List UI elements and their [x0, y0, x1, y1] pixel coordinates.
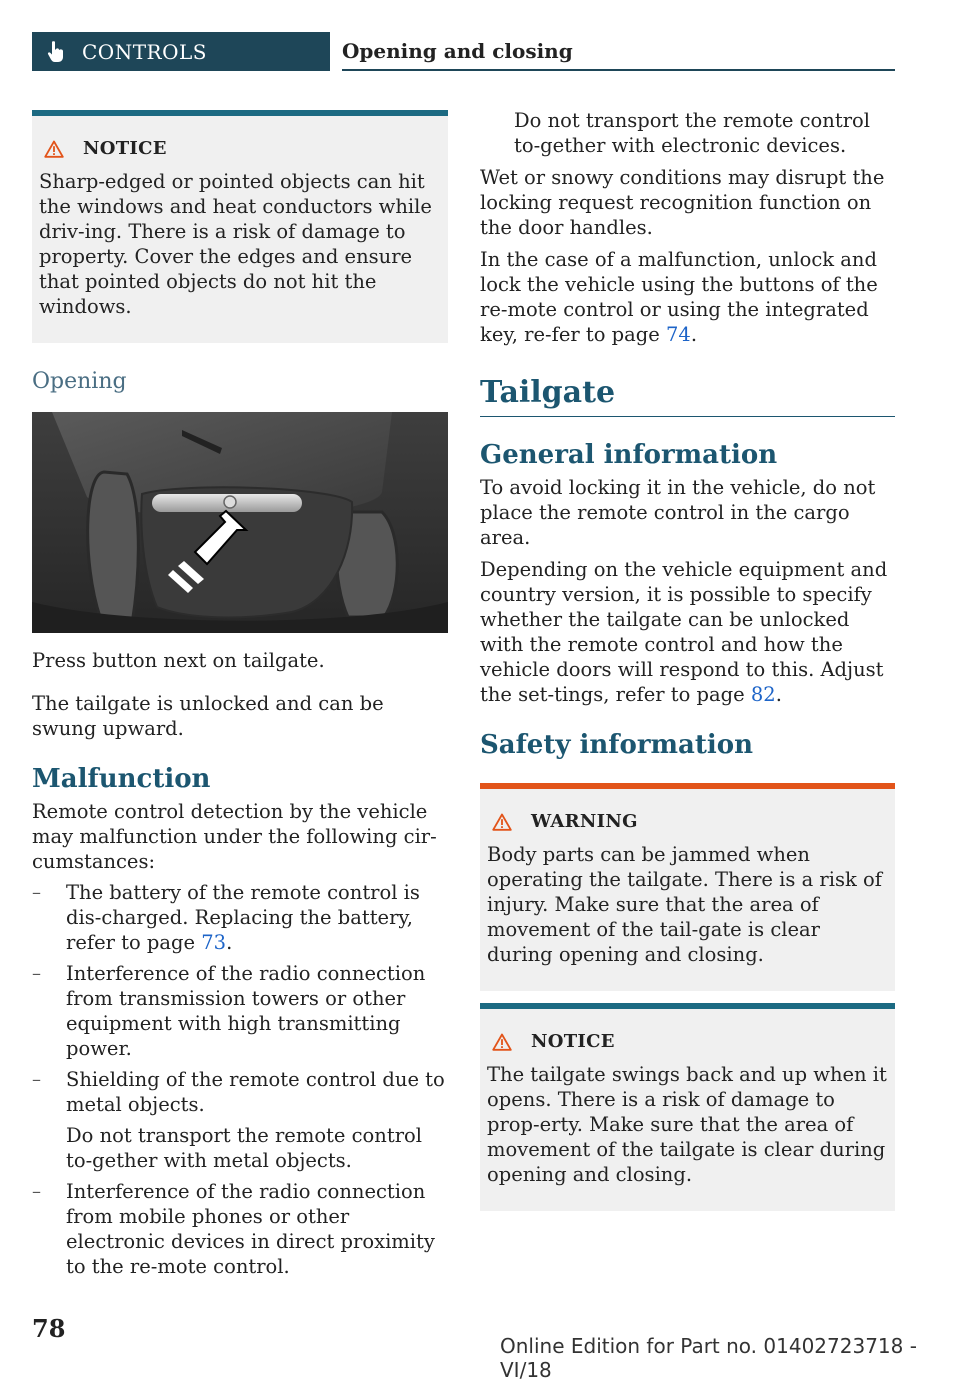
list-item-text: – Interference of the radio connection from mobile phones or other electronic devices in direct proximity to the re-mote control.: [66, 1180, 435, 1278]
list-item-text: The battery of the remote control is dis-charged. Replacing the battery, refer to page: [66, 881, 420, 954]
left-column: [32, 110, 448, 1279]
page-link-82[interactable]: 82: [750, 683, 776, 706]
continued-note: Do not transport the remote control to-gether with electronic devices.: [514, 109, 870, 157]
list-item: [32, 1179, 448, 1279]
press-button-text: Press button next on tailgate.: [32, 649, 325, 672]
wet-conditions-text: Wet or snowy conditions may disrupt the locking request recognition function on the door handles.: [480, 166, 885, 239]
notice-text: The tailgate swings back and up when it opens. There is a risk of damage to prop-erty. Make sure that the area of movement of the tailgate is clear during opening and closing.: [487, 1063, 887, 1186]
warning-triangle-icon: [492, 1033, 512, 1051]
malfunction-intro: Remote control detection by the vehicle may malfunction under the following cir-cumstances:: [32, 800, 437, 873]
warning-triangle-icon: [44, 140, 64, 158]
warning-triangle-icon: [492, 813, 512, 831]
malfunction-instruction: In the case of a malfunction, unlock and lock the vehicle using the buttons of the re-mote control or using the integrated key, re-fer to page: [480, 248, 878, 346]
edition-footer: Online Edition for Part no. 01402723718 - VI/18: [500, 1334, 917, 1382]
opening-heading: Opening: [32, 369, 127, 394]
tailgate-unlocked-text: The tailgate is unlocked and can be swung upward.: [32, 692, 384, 740]
right-column: Do not transport the remote control to-gether with electronic devices. Wet or snowy conditions may disrupt the locking request recognition function on the door handles. In the case of a malfunction, unlock and lock the vehicle using the buttons of the re-mote control or using the integrated key, re-fer to page 74. Tailgate General information To avoid locking it in the vehicle, do not place the remote control in the cargo area. Depending on the vehicle equipment and country version, it is possible to specify whether the tailgate can be unlocked with the remote control and how the vehicle doors will respond to this. Adjust the set-tings, refer to page 82. Safety information WARNING Body parts can be jammed when operating the tailgate. There is a risk of injury. Make sure that the area of movement of the tail-gate is clear during opening and closing. NOTICE The tailgate swings back and up when it opens. There is a risk of damage to prop-erty. Make sure that the area of movement of the tailgate is clear during opening and closing.: [480, 108, 895, 1211]
hand-pointer-icon: [46, 41, 66, 63]
list-item: [32, 1067, 448, 1173]
list-item-note: Do not transport the remote control to-gether with metal objects.: [66, 1124, 422, 1172]
list-item-text: – Shielding of the remote control due to metal objects.: [66, 1068, 445, 1116]
warning-box: [480, 783, 895, 991]
notice-box: [32, 110, 448, 343]
safety-information-heading: Safety information: [480, 730, 754, 760]
tailgate-heading: Tailgate: [480, 375, 616, 410]
general-information-heading: General information: [480, 440, 778, 470]
notice-label: NOTICE: [83, 138, 167, 159]
list-item: – The battery of the remote control is dis-charged. Replacing the battery, refer to page 73.: [32, 880, 448, 955]
malfunction-heading: Malfunction: [32, 764, 211, 794]
notice-label: NOTICE: [531, 1031, 615, 1052]
list-item: [32, 961, 448, 1061]
page-number: 78: [32, 1314, 66, 1343]
avoid-locking-text: To avoid locking it in the vehicle, do not place the remote control in the cargo area.: [480, 476, 876, 549]
chapter-title: Opening and closing: [342, 38, 573, 63]
warning-text: Body parts can be jammed when operating the tailgate. There is a risk of injury. Make sure that the area of movement of the tail-gate is clear during opening and closing.: [487, 843, 882, 966]
section-tab: [32, 32, 330, 71]
page-link-74[interactable]: 74: [666, 323, 691, 346]
warning-label: WARNING: [531, 811, 638, 832]
page-link-73[interactable]: 73: [201, 931, 227, 954]
section-label: CONTROLS: [82, 39, 207, 64]
tailgate-heading-block: [480, 375, 895, 417]
page-header: [342, 32, 895, 71]
notice-text: Sharp-edged or pointed objects can hit the windows and heat conductors while driv-ing. There is a risk of damage to property. Cover the edges and ensure that pointed objects do not hit the windows.: [39, 170, 432, 318]
list-item-text: – Interference of the radio connection from transmission towers or other equipment with high transmitting power.: [66, 962, 426, 1060]
tailgate-button-illustration: [32, 412, 448, 633]
depending-text: Depending on the vehicle equipment and country version, it is possible to specify whether the tailgate can be unlocked with the remote control and how the vehicle doors will respond to this. Adjust the set-tings, refer to page: [480, 558, 888, 706]
notice-box: [480, 1003, 895, 1211]
malfunction-list: [32, 880, 448, 1279]
